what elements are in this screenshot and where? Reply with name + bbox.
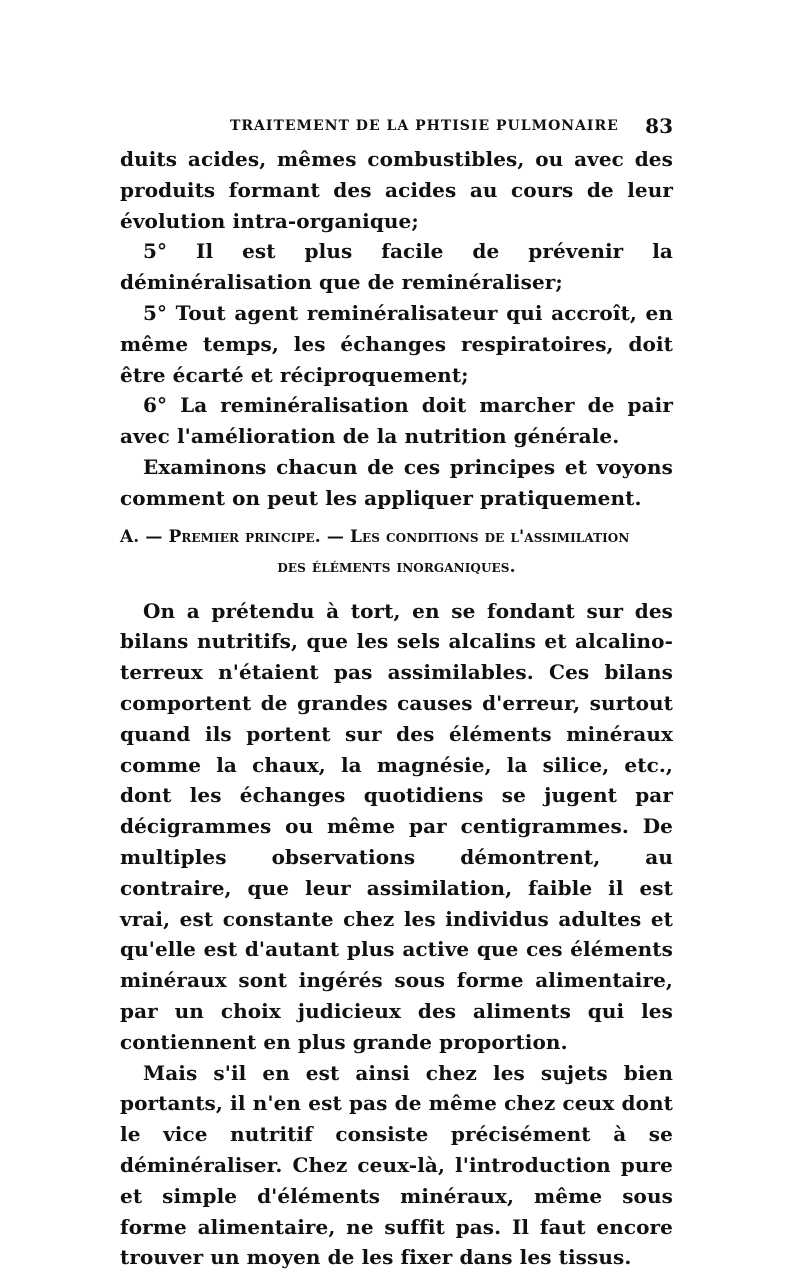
section-heading-line2: des éléments inorganiques.	[277, 556, 516, 577]
running-head	[120, 112, 673, 140]
principle-5a: 5° Il est plus facile de prévenir la déminéralisation que de reminéraliser;	[120, 239, 673, 295]
body-text	[120, 144, 673, 1273]
paragraph-continuation: duits acides, mêmes combustibles, ou avec des produits formant des acides au cours de leur évolution intra-organique;	[120, 147, 673, 233]
paragraph-assimilation: On a prétendu à tort, en se fondant sur des bilans nutritifs, que les sels alcalins et alcalino-terreux n'étaient pas assimilables. Ces bilans comportent de grandes causes d'erreur, surtout quand ils portent sur des éléments minéraux comme la chaux, la magnésie, la silice, etc., dont les échanges quotidiens se jugent par décigrammes ou même par centigrammes. De multiples observations démontrent, au contraire, que leur assimilation, faible il est vrai, est constante chez les individus adultes et qu'elle est d'autant plus active que ces éléments minéraux sont ingérés sous forme alimentaire, par un choix judicieux des aliments qui les contiennent en plus grande proportion.	[120, 598, 673, 1054]
paragraph-examinons: Examinons chacun de ces principes et voyons comment on peut les appliquer pratiquement.	[120, 454, 673, 510]
section-body	[120, 596, 673, 1273]
running-title: TRAITEMENT DE LA PHTISIE PULMONAIRE	[230, 118, 619, 134]
page-number: 83	[645, 114, 673, 138]
section-heading	[120, 522, 673, 582]
book-page	[120, 112, 673, 1273]
paragraph-sujets: Mais s'il en est ainsi chez les sujets bien portants, il n'en est pas de même chez ceux dont le vice nutritif consiste précisément à se déminéraliser. Chez ceux-là, l'introduction pure et simple d'éléments minéraux, même sous forme alimentaire, ne suffit pas. Il faut encore trouver un moyen de les fixer dans les tissus.	[120, 1060, 673, 1270]
principle-6: 6° La reminéralisation doit marcher de pair avec l'amélioration de la nutrition générale.	[120, 393, 673, 449]
principle-5b: 5° Tout agent reminéralisateur qui accroît, en même temps, les échanges respiratoires, doit être écarté et réciproquement;	[120, 300, 673, 387]
section-heading-line1: A. — Premier principe. — Les conditions de l'assimilation	[120, 526, 630, 547]
